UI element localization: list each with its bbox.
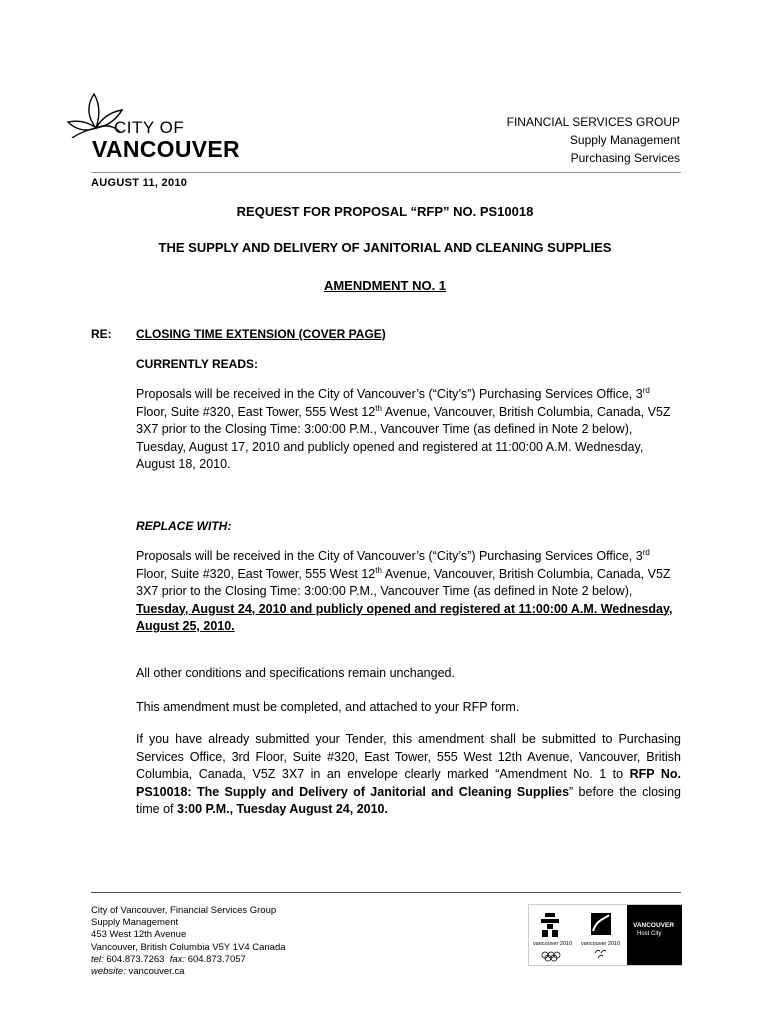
olympic-emblems-icon (529, 905, 627, 965)
currently-reads-heading: CURRENTLY READS: (136, 357, 259, 371)
department-line: FINANCIAL SERVICES GROUP (506, 115, 680, 129)
department-line: Purchasing Services (570, 151, 680, 165)
host-city-vancouver: VANCOUVER (633, 922, 675, 929)
completion-text: This amendment must be completed, and attached to your RFP form. (136, 700, 520, 714)
re-subject: CLOSING TIME EXTENSION (COVER PAGE) (136, 327, 386, 341)
city-of-vancouver-logo (66, 88, 246, 166)
host-city-label: Host City (637, 931, 662, 937)
document-date: AUGUST 11, 2010 (91, 177, 188, 189)
new-closing-date: Tuesday, August 24, 2010 and publicly opened and registered at 11:00:00 A.M. Wednesday, August 25, 2010. (136, 601, 673, 633)
host-city-panel (627, 905, 682, 965)
other-conditions-text: All other conditions and specifications remain unchanged. (136, 666, 455, 680)
submission-paragraph: If you have already submitted your Tender, this amendment shall be submitted to Purchasing Services Office, 3rd Floor, Suite #320, East Tower, 555 West 12th Avenue, Vancouver, British Columbia, Canada, V5Z 3X7 in an envelope clearly marked “Amendment No. 1 to RFP No. PS10018: The Supply and Delivery of Janitorial and Cleaning Supplies” before the closing time of 3:00 P.M., Tuesday August 24, 2010. (136, 732, 681, 816)
logo-vancouver: VANCOUVER (92, 136, 240, 162)
replace-with-paragraph: Proposals will be received in the City of Vancouver’s (“City’s”) Purchasing Services Office, 3rd Floor, Suite #320, East Tower, 555 West 12th Avenue, Vancouver, British Columbia, Canada, V5Z 3X7 prior to the Closing Time: 3:00:00 P.M., Vancouver Time (as defined in Note 2 below), Tuesday, August 24, 2010 and publicly opened and registered at 11:00:00 A.M. Wednesday, August 25, 2010. (136, 547, 673, 633)
amendment-title: AMENDMENT NO. 1 (323, 278, 447, 293)
rfp-subject: THE SUPPLY AND DELIVERY OF JANITORIAL AND CLEANING SUPPLIES (158, 240, 612, 255)
department-block (507, 113, 680, 167)
footer-divider (91, 892, 681, 893)
currently-reads-paragraph: Proposals will be received in the City of Vancouver’s (“City’s”) Purchasing Services Office, 3rd Floor, Suite #320, East Tower, 555 West 12th Avenue, Vancouver, British Columbia, Canada, V5Z 3X7 prior to the Closing Time: 3:00:00 P.M., Vancouver Time (as defined in Note 2 below), Tuesday, August 17, 2010 and publicly opened and registered at 11:00:00 A.M. Wednesday, August 18, 2010. (136, 385, 671, 471)
department-line: Supply Management (569, 133, 680, 147)
header-divider (91, 172, 681, 173)
olympic-host-city-badge (528, 904, 682, 966)
badge-caption: vancouver 2010 (581, 941, 621, 947)
logo-city-of: CITY OF (114, 118, 185, 137)
replace-with-heading: REPLACE WITH: (136, 519, 232, 533)
re-label: RE: (91, 327, 112, 341)
rfp-title: REQUEST FOR PROPOSAL “RFP” NO. PS10018 (236, 204, 534, 219)
badge-caption: vancouver 2010 (533, 941, 573, 947)
footer-address: City of Vancouver, Financial Services Group Supply Management 453 West 12th Avenue Vancouver, British Columbia V5Y 1V4 Canada tel: 604.873.7263 fax: 604.873.7057 website: vancouver.ca (91, 905, 286, 978)
